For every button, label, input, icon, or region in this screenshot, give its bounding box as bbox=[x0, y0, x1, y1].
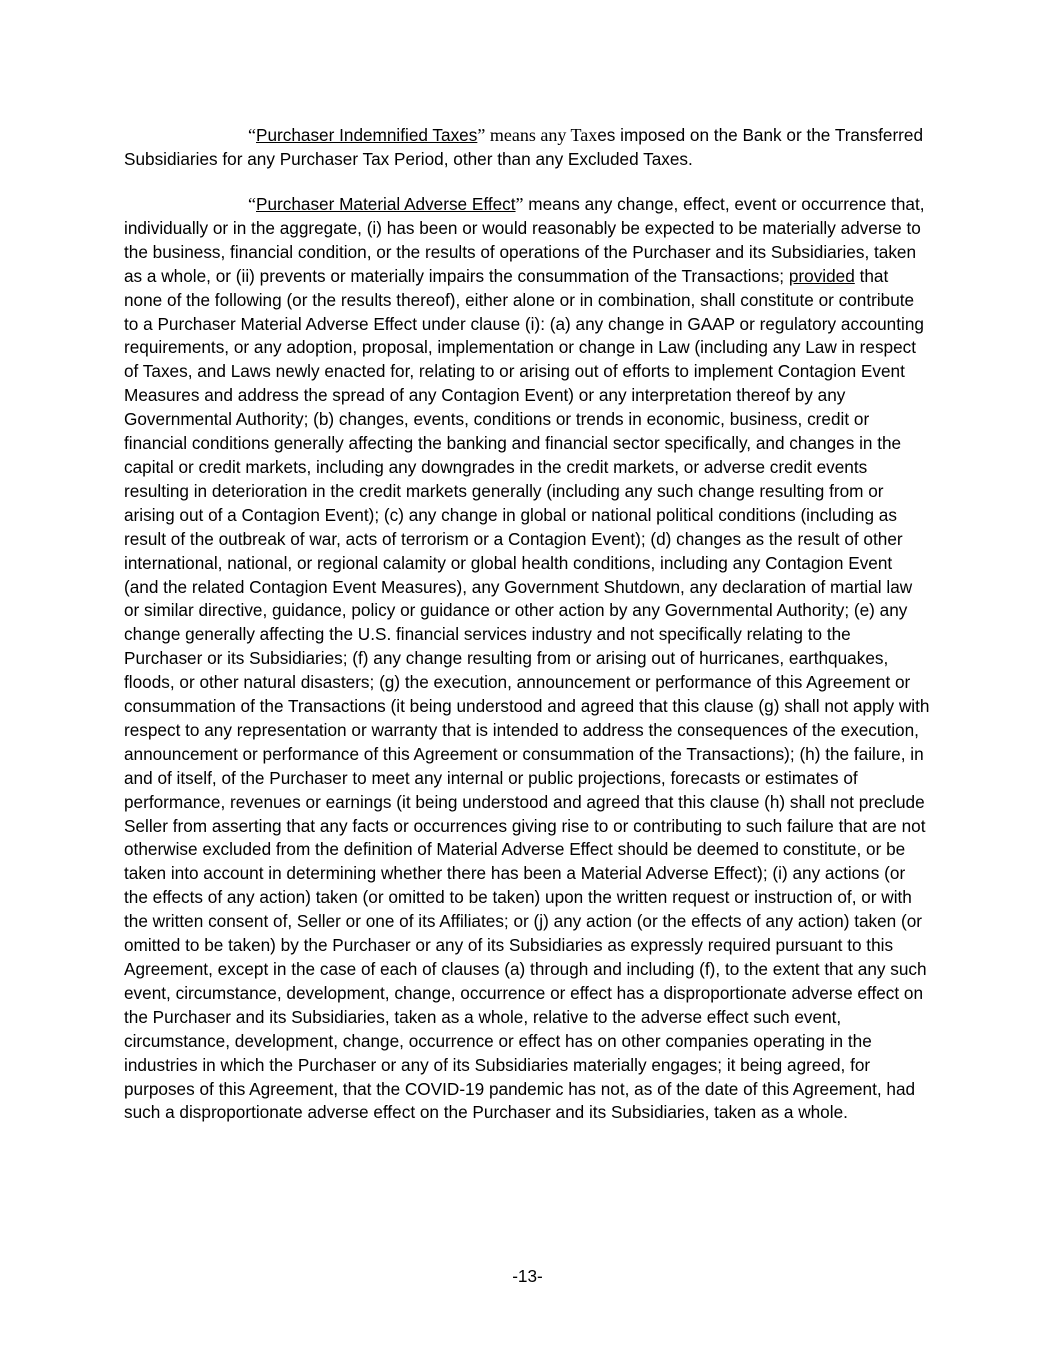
defined-term: Purchaser Indemnified Taxes bbox=[256, 125, 478, 145]
open-quote: “ bbox=[248, 194, 256, 214]
definition-body-part-1: means any change, effect, event or occurrence that, individually or in the aggregate, (i) has been or would reasonably be expected to be materially adverse to the business, financial condition, or the results of operations of the Purchaser and its Subsidiaries, taken as a whole, or (ii) prevents or materially impairs the consummation of the Transactions; bbox=[124, 194, 925, 286]
open-quote: “ bbox=[248, 125, 256, 145]
defined-term: Purchaser Material Adverse Effect bbox=[256, 194, 516, 214]
definition-purchaser-material-adverse-effect bbox=[124, 193, 930, 1125]
page-number: -13- bbox=[512, 1266, 543, 1286]
means-text: means any Tax bbox=[485, 125, 598, 145]
close-quote: ” bbox=[515, 194, 524, 214]
proviso-term: provided bbox=[788, 265, 855, 286]
close-quote: ” bbox=[477, 125, 486, 145]
definition-purchaser-indemnified-taxes bbox=[124, 124, 930, 172]
definition-body: es imposed on the Bank or the Transferred Subsidiaries for any Purchaser Tax Period, other than any Excluded Taxes. bbox=[124, 125, 924, 169]
definition-body-part-2: that none of the following (or the results thereof), either alone or in combination, shall constitute or contribute to a Purchaser Material Adverse Effect under clause (i): (a) any change in GAAP or regulatory accounting requirements, or any adoption, proposal, implementation or change in Law (including any Law in respect of Taxes, and Laws newly enacted for, relating to or arising out of efforts to implement Contagion Event Measures and address the spread of any Contagion Event) or any interpretation thereof by any Governmental Authority; (b) changes, events, conditions or trends in economic, business, credit or financial conditions generally affecting the banking and financial sector specifically, and changes in the capital or credit markets, including any downgrades in the credit markets, or adverse credit events resulting in deterioration in the credit markets generally (including any such change resulting from or arising out of a Contagion Event); (c) any change in global or national political conditions (including as result of the outbreak of war, acts of terrorism or a Contagion Event); (d) changes as the result of other international, national, or regional calamity or global health conditions, including any Contagion Event (and the related Contagion Event Measures), any Government Shutdown, any declaration of martial law or similar directive, guidance, policy or guidance or other action by any Governmental Authority; (e) any change generally affecting the U.S. financial services industry and not specifically relating to the Purchaser or its Subsidiaries; (f) any change resulting from or arising out of hurricanes, earthquakes, floods, or other natural disasters; (g) the execution, announcement or performance of this Agreement or consummation of the Transactions (it being understood and agreed that this clause (g) shall not apply with respect to any representation or warranty that is intended to address the consequences of the execution, announcement or performance of this Agreement or consummation of the Transactions); (h) the failure, in and of itself, of the Purchaser to meet any internal or public projections, forecasts or estimates of performance, revenues or earnings (it being understood and agreed that this clause (h) shall not preclude Seller from asserting that any facts or occurrences giving rise to or contributing to such failure that are not otherwise excluded from the definition of Material Adverse Effect should be deemed to constitute, or be taken into account in determining whether there has been a Material Adverse Effect); (i) any actions (or the effects of any action) taken (or omitted to be taken) upon the written request or instruction of, or with the written consent of, Seller or one of its Affiliates; or (j) any action (or the effects of any action) taken (or omitted to be taken) by the Purchaser or any of its Subsidiaries as expressly required pursuant to this Agreement, except in the case of each of clauses (a) through and including (f), to the extent that any such event, circumstance, development, change, occurrence or effect has a disproportionate adverse effect on the Purchaser and its Subsidiaries, taken as a whole, relative to the adverse effect such event, circumstance, development, change, occurrence or effect has on other companies operating in the industries in which the Purchaser or any of its Subsidiaries materially engages; it being agreed, for purposes of this Agreement, that the COVID-19 pandemic has not, as of the date of this Agreement, had such a disproportionate adverse effect on the Purchaser and its Subsidiaries, taken as a whole. bbox=[124, 265, 930, 1123]
